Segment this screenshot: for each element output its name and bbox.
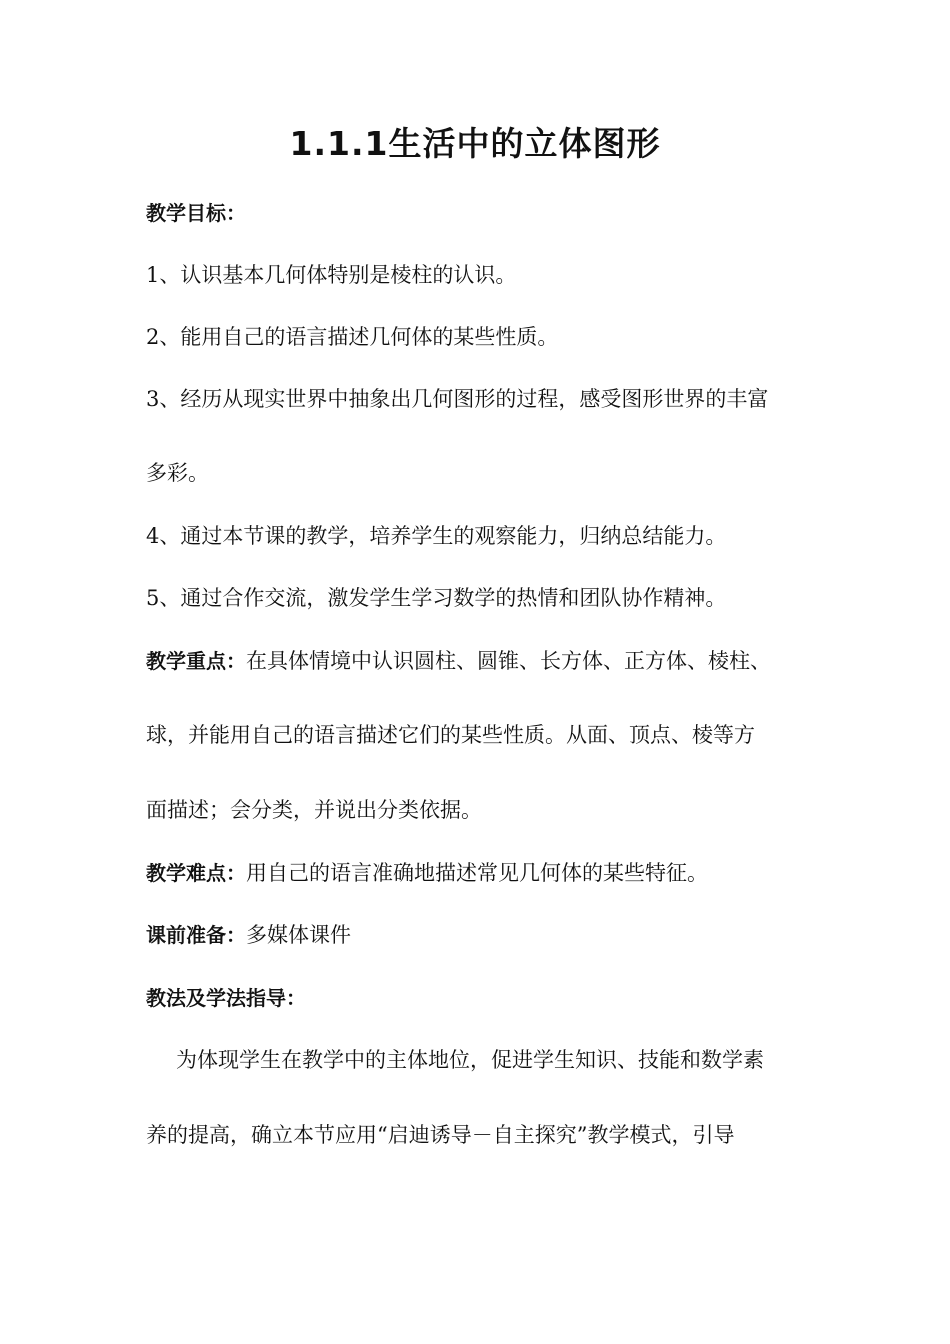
preparation-label: 课前准备： [146,923,246,947]
key-points-text: 在具体情境中认识圆柱、圆锥、长方体、正方体、棱柱、 [246,649,771,673]
objective-item: 4、通过本节课的教学，培养学生的观察能力，归纳总结能力。 [146,524,727,548]
key-points-label: 教学重点： [146,649,246,673]
objective-item: 1、认识基本几何体特别是棱柱的认识。 [146,263,517,287]
objective-item: 3、经历从现实世界中抽象出几何图形的过程，感受图形世界的丰富 [146,387,769,411]
difficult-points-label: 教学难点： [146,861,246,885]
methods-line: 为体现学生在教学中的主体地位，促进学生知识、技能和数学素 [176,1048,764,1072]
key-points-paragraph [146,646,771,676]
objective-item: 2、能用自己的语言描述几何体的某些性质。 [146,325,559,349]
methods-heading: 教法及学法指导： [146,986,306,1010]
difficult-points-text: 用自己的语言准确地描述常见几何体的某些特征。 [246,861,708,885]
objective-item-continued: 多彩。 [146,461,209,485]
key-points-line: 面描述；会分类，并说出分类依据。 [146,798,482,822]
preparation-paragraph [146,920,351,950]
methods-line: 养的提高，确立本节应用“启迪诱导－自主探究”教学模式，引导 [146,1123,735,1147]
preparation-text: 多媒体课件 [246,923,351,947]
difficult-points-paragraph [146,858,708,888]
page-title: 1.1.1生活中的立体图形 [289,124,661,163]
key-points-line: 球，并能用自己的语言描述它们的某些性质。从面、顶点、棱等方 [146,723,755,747]
objectives-heading: 教学目标： [146,201,246,225]
objective-item: 5、通过合作交流，激发学生学习数学的热情和团队协作精神。 [146,586,727,610]
